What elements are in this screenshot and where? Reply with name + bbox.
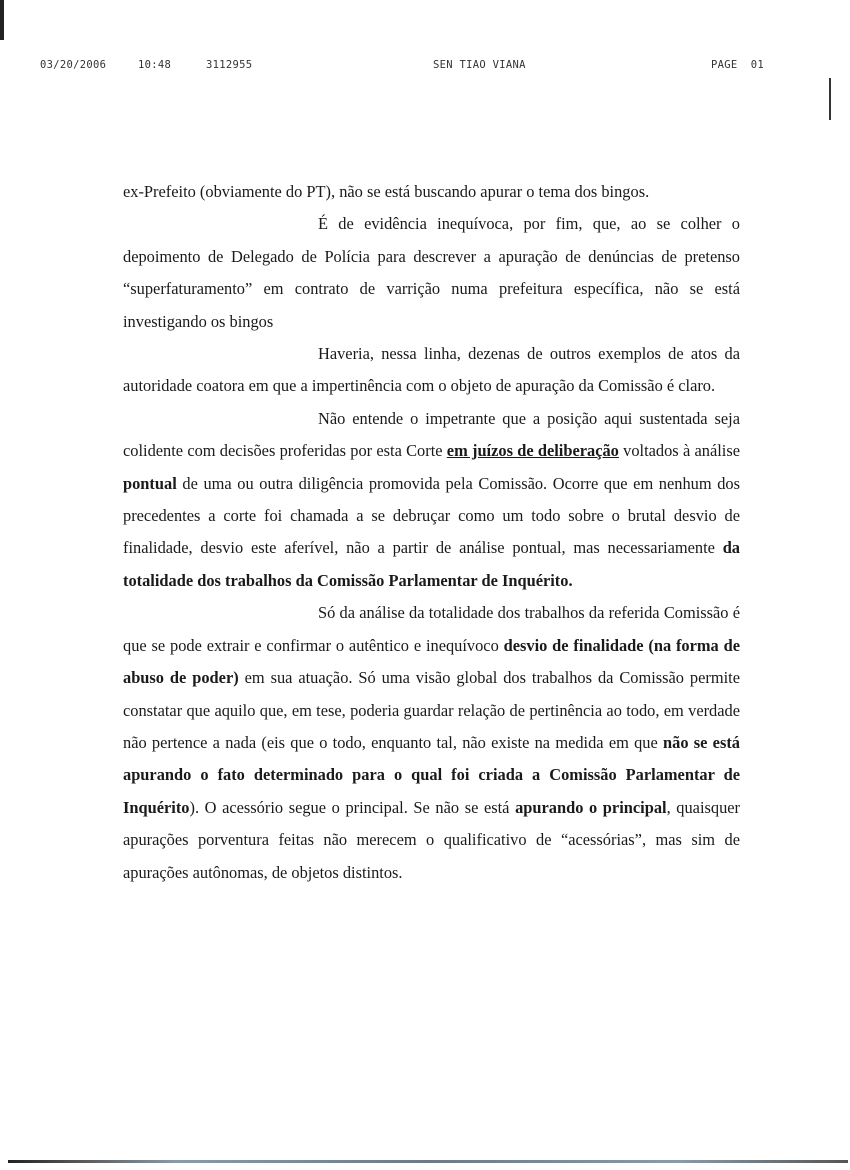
text-segment: ex-Prefeito (obviamente do PT), não se está buscando apurar o tema dos bingos.: [123, 182, 650, 201]
page-number: 01: [750, 59, 764, 71]
emphasis-text: não se está apurando o fato determinado para o qual foi criada a Comissão Parlamentar de Inquérito: [123, 732, 740, 817]
paragraph: [123, 208, 740, 338]
fax-page: [711, 59, 764, 71]
text-segment: Haveria, nessa linha, dezenas de outros exemplos de atos da autoridade coatora em que a impertinência com o objeto de apuração da Comissão é claro.: [123, 344, 740, 396]
paragraph: [123, 403, 740, 597]
scan-margin-mark: [829, 78, 831, 120]
fax-number: 3112955: [206, 59, 253, 71]
text-segment: É de evidência inequívoca, por fim, que, ao se colher o depoimento de Delegado de Polícia para descrever a apuração de denúncias de pretenso “superfaturamento” em contrato de varrição numa prefeitura específica, não se está investigando os bingos: [123, 214, 740, 331]
scan-edge-mark: [0, 0, 4, 40]
emphasis-text: da totalidade dos trabalhos da Comissão Parlamentar de Inquérito.: [123, 538, 740, 590]
fax-header: [0, 59, 850, 79]
paragraph: [123, 338, 740, 403]
paragraph: [123, 597, 740, 889]
text-segment: de uma ou outra diligência promovida pela Comissão. Ocorre que em nenhum dos precedentes a corte foi chamada a se debruçar como um todo sobre o brutal desvio de finalidade, desvio este aferível, não a partir de análise pontual, mas necessariamente: [123, 473, 740, 558]
fax-time: 10:48: [138, 59, 172, 71]
document-body: [123, 176, 740, 889]
text-segment: voltados à análise: [618, 441, 740, 461]
text-segment: Não entende o impetrante que a posição aqui sustentada seja colidente com decisões proferidas por esta Corte: [123, 408, 740, 461]
text-segment: em sua atuação. Só uma visão global dos trabalhos da Comissão permite constatar que aquilo que, em tese, poderia guardar relação de pertinência ao todo, em verdade não pertence a nada (eis que o todo, enquanto tal, não existe na medida em que: [123, 668, 740, 752]
fax-sender: SEN TIAO VIANA: [433, 59, 526, 71]
paragraph: [123, 176, 740, 208]
emphasis-text: apurando o principal: [515, 797, 667, 817]
emphasis-text: desvio de finalidade (na forma de abuso de poder): [123, 635, 740, 688]
text-segment: ). O acessório segue o principal. Se não se está: [189, 797, 516, 817]
fax-date: 03/20/2006: [40, 59, 107, 71]
text-segment: Só da análise da totalidade dos trabalhos da referida Comissão é que se pode extrair e confirmar o autêntico e inequívoco: [123, 603, 740, 655]
emphasis-text: pontual: [123, 473, 177, 493]
page-bottom-edge: [8, 1160, 848, 1163]
text-segment: , quaisquer apurações porventura feitas não merecem o qualificativo de “acessórias”, mas sim de apurações autônomas, de objetos distintos.: [123, 797, 740, 882]
emphasis-underlined-text: em juízos de deliberação: [446, 441, 619, 461]
page-label: PAGE: [711, 59, 738, 71]
